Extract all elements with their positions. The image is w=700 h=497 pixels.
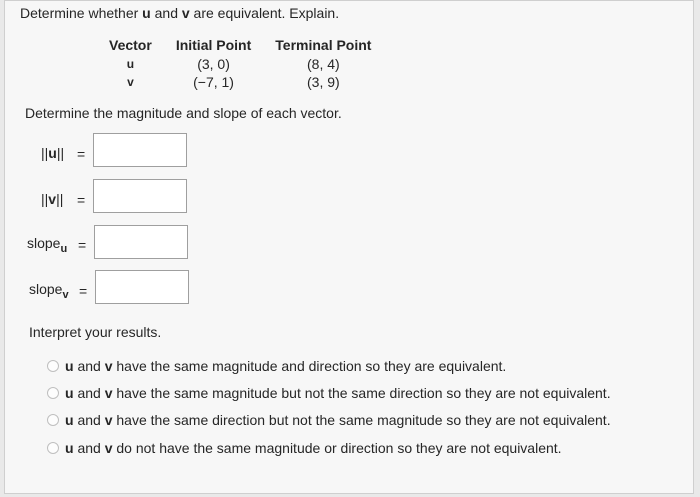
norm-bar-left: || — [41, 191, 49, 207]
option-u: u — [65, 412, 74, 428]
slope-u-label — [27, 235, 67, 255]
option-same-direction-not-magnitude[interactable] — [47, 412, 611, 428]
norm-bar-right: || — [56, 191, 64, 207]
initial-point: (3, 0) — [197, 56, 230, 72]
slope-subscript: v — [62, 289, 69, 301]
norm-u-label — [41, 145, 64, 161]
question-panel — [4, 0, 694, 494]
slope-u-input[interactable] — [94, 225, 188, 259]
norm-bar-right: || — [56, 145, 65, 161]
header-terminal-point: Terminal Point — [275, 37, 372, 53]
interpret-prompt: Interpret your results. — [29, 324, 162, 340]
vector-name: v — [127, 75, 134, 89]
option-text — [65, 412, 611, 428]
option-rest: have the same magnitude and direction so they are equivalent. — [112, 358, 507, 374]
option-u: u — [65, 385, 74, 401]
magnitude-slope-prompt: Determine the magnitude and slope of each vector. — [25, 105, 342, 121]
option-v: v — [104, 385, 113, 401]
question-pre: Determine whether — [20, 5, 143, 21]
option-same-magnitude-and-direction[interactable] — [47, 358, 506, 374]
slope-word: slope — [27, 235, 61, 251]
norm-u-input[interactable] — [93, 133, 187, 167]
option-v: v — [104, 440, 113, 456]
radio-button-icon[interactable] — [47, 442, 59, 454]
question-text — [20, 5, 339, 21]
option-text — [65, 385, 611, 401]
option-u: u — [65, 440, 74, 456]
question-v: v — [181, 5, 190, 21]
norm-bar-left: || — [41, 145, 49, 161]
option-neither-magnitude-nor-direction[interactable] — [47, 440, 562, 456]
option-and: and — [73, 440, 105, 456]
question-u: u — [142, 5, 151, 21]
slope-v-input[interactable] — [95, 270, 189, 304]
vector-table-header — [97, 37, 383, 55]
vector-table — [97, 37, 383, 91]
option-and: and — [73, 358, 105, 374]
table-row — [97, 55, 383, 73]
option-text — [65, 440, 562, 456]
option-and: and — [73, 412, 105, 428]
radio-button-icon[interactable] — [47, 360, 59, 372]
option-v: v — [104, 358, 113, 374]
slope-subscript: u — [60, 243, 68, 255]
option-same-magnitude-not-direction[interactable] — [47, 385, 611, 401]
radio-button-icon[interactable] — [47, 387, 59, 399]
norm-v-input[interactable] — [93, 179, 187, 213]
norm-var: v — [48, 191, 57, 207]
slope-v-label — [29, 281, 69, 301]
table-row — [97, 73, 383, 91]
equals-sign: = — [77, 146, 86, 162]
equals-sign: = — [79, 283, 88, 299]
norm-var: u — [48, 145, 57, 161]
question-and: and — [150, 5, 182, 21]
norm-v-label — [41, 191, 63, 207]
header-initial-point: Initial Point — [175, 37, 252, 53]
option-text — [65, 358, 506, 374]
equals-sign: = — [77, 192, 86, 208]
option-u: u — [65, 358, 74, 374]
terminal-point: (8, 4) — [307, 56, 340, 72]
radio-button-icon[interactable] — [47, 414, 59, 426]
slope-word: slope — [29, 281, 63, 297]
terminal-point: (3, 9) — [307, 74, 340, 90]
question-post: are equivalent. Explain. — [189, 5, 340, 21]
vector-name: u — [126, 57, 135, 71]
option-v: v — [104, 412, 113, 428]
option-and: and — [73, 385, 105, 401]
option-rest: do not have the same magnitude or direction so they are not equivalent. — [112, 440, 562, 456]
equals-sign: = — [78, 237, 87, 253]
header-vector: Vector — [109, 37, 152, 53]
option-rest: have the same magnitude but not the same direction so they are not equivalent. — [112, 385, 611, 401]
initial-point: (−7, 1) — [193, 74, 234, 90]
option-rest: have the same direction but not the same magnitude so they are not equivalent. — [112, 412, 611, 428]
